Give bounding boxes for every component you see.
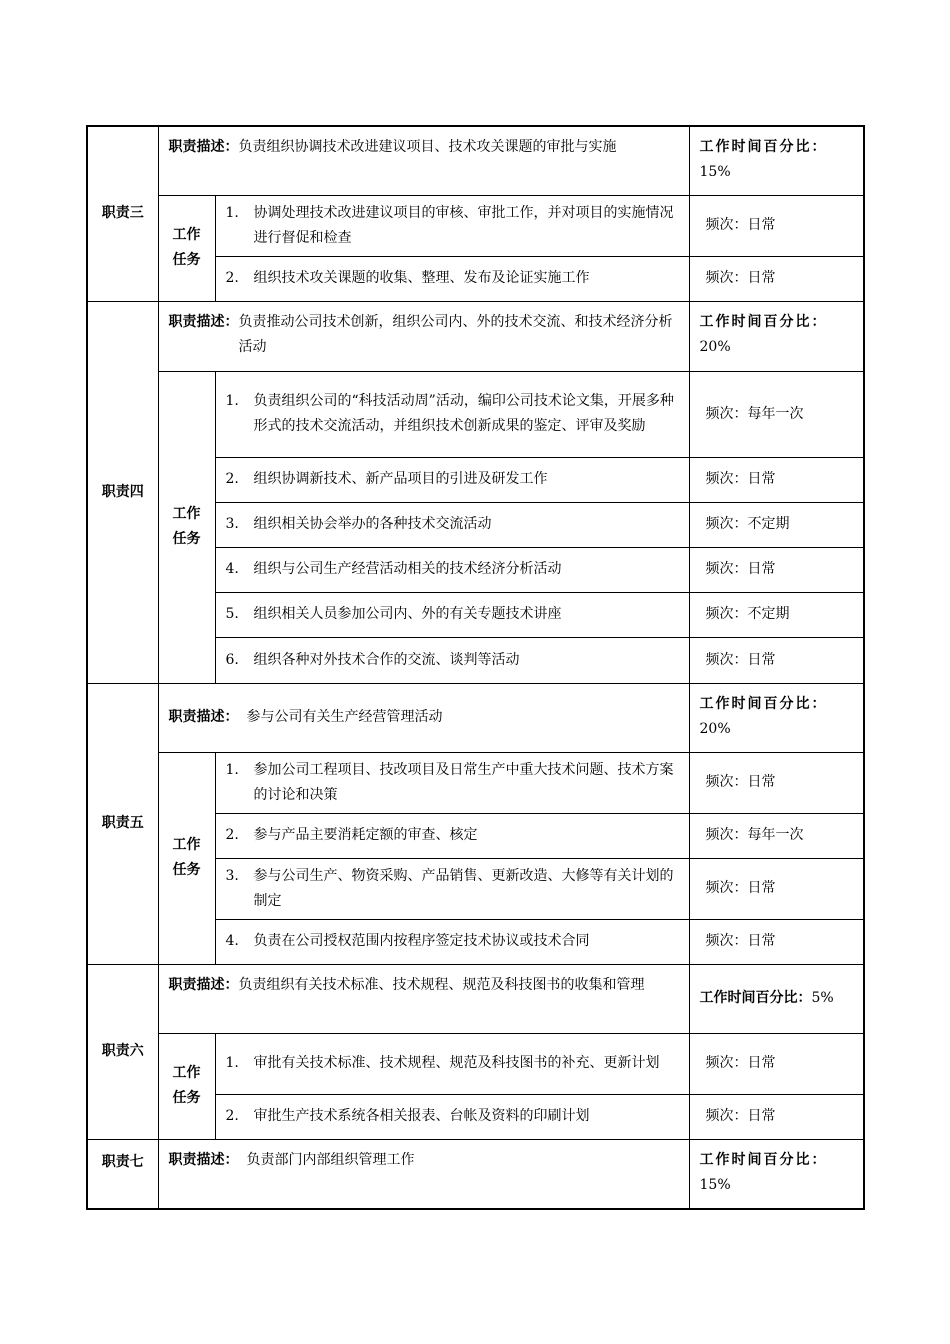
task-label: 工作 任务 bbox=[158, 371, 215, 683]
task-item bbox=[215, 457, 689, 502]
task-text: 组织技术攻关课题的收集、整理、发布及论证实施工作 bbox=[253, 270, 590, 286]
task-text: 审批有关技术标准、技术规程、规范及科技图书的补充、更新计划 bbox=[253, 1055, 660, 1071]
description-label: 职责描述： bbox=[168, 1151, 239, 1168]
duty-title: 职责六 bbox=[87, 964, 158, 1139]
task-number: 1. bbox=[225, 204, 239, 221]
task-frequency: 频次：日常 bbox=[689, 1094, 864, 1139]
task-frequency: 频次：日常 bbox=[689, 752, 864, 813]
task-item bbox=[215, 256, 689, 301]
task-item bbox=[215, 813, 689, 858]
description-label: 职责描述： bbox=[168, 709, 239, 725]
task-frequency: 频次：日常 bbox=[689, 547, 864, 592]
description-label: 职责描述： bbox=[168, 139, 239, 155]
task-number: 3. bbox=[225, 867, 239, 884]
task-text: 组织各种对外技术合作的交流、谈判等活动 bbox=[253, 651, 520, 668]
task-text: 参与产品主要消耗定额的审查、核定 bbox=[253, 827, 478, 843]
duty-description bbox=[158, 1139, 689, 1209]
task-number: 1. bbox=[225, 761, 239, 778]
task-item bbox=[215, 371, 689, 457]
task-item bbox=[215, 592, 689, 637]
duty-description bbox=[158, 964, 689, 1033]
task-item bbox=[215, 637, 689, 683]
task-frequency: 频次：每年一次 bbox=[689, 371, 864, 457]
task-number: 6. bbox=[225, 651, 239, 668]
task-label: 工作 任务 bbox=[158, 195, 215, 301]
percentage-value: 15% bbox=[699, 1176, 731, 1193]
task-text: 组织与公司生产经营活动相关的技术经济分析活动 bbox=[253, 561, 562, 577]
description-text: 负责推动公司技术创新，组织公司内、外的技术交流、和技术经济分析活动 bbox=[238, 313, 673, 355]
task-frequency: 频次：日常 bbox=[689, 256, 864, 301]
description-text: 负责组织协调技术改进建议项目、技术攻关课题的审批与实施 bbox=[238, 139, 617, 155]
task-number: 3. bbox=[225, 516, 239, 532]
task-text: 负责组织公司的“科技活动周”活动，编印公司技术论文集，开展多种形式的技术交流活动，并组织技术创新成果的鉴定、评审及奖励 bbox=[253, 393, 674, 434]
task-row bbox=[87, 752, 864, 813]
task-item bbox=[215, 195, 689, 256]
percentage-value: 5% bbox=[811, 990, 834, 1006]
description-text: 负责组织有关技术标准、技术规程、规范及科技图书的收集和管理 bbox=[238, 976, 645, 993]
task-frequency: 频次：不定期 bbox=[689, 502, 864, 547]
task-number: 2. bbox=[225, 827, 239, 843]
task-number: 1. bbox=[225, 1055, 239, 1071]
task-number: 2. bbox=[225, 1108, 239, 1124]
percentage-label: 工作时间百分比： bbox=[699, 990, 812, 1006]
task-text: 组织相关人员参加公司内、外的有关专题技术讲座 bbox=[253, 606, 562, 622]
task-item bbox=[215, 502, 689, 547]
task-item bbox=[215, 752, 689, 813]
description-text: 参与公司有关生产经营管理活动 bbox=[246, 709, 443, 725]
task-frequency: 频次：日常 bbox=[689, 858, 864, 919]
task-label: 工作 任务 bbox=[158, 1033, 215, 1139]
duty-description bbox=[158, 683, 689, 752]
description-label: 职责描述： bbox=[168, 313, 239, 330]
task-row bbox=[87, 371, 864, 457]
time-percentage bbox=[689, 126, 864, 195]
duty-6-description-row bbox=[87, 964, 864, 1033]
task-item bbox=[215, 858, 689, 919]
duty-title: 职责七 bbox=[87, 1139, 158, 1209]
task-number: 4. bbox=[225, 933, 239, 949]
task-number: 4. bbox=[225, 561, 239, 577]
duty-title: 职责四 bbox=[87, 301, 158, 683]
percentage-value: 20% bbox=[699, 338, 731, 355]
percentage-value: 20% bbox=[699, 720, 731, 737]
time-percentage bbox=[689, 683, 864, 752]
duty-5-description-row bbox=[87, 683, 864, 752]
task-number: 5. bbox=[225, 606, 239, 622]
task-frequency: 频次：日常 bbox=[689, 1033, 864, 1094]
task-frequency: 频次：日常 bbox=[689, 457, 864, 502]
duty-4-description-row bbox=[87, 301, 864, 371]
task-frequency: 频次：日常 bbox=[689, 919, 864, 964]
duty-title: 职责三 bbox=[87, 126, 158, 301]
task-text: 审批生产技术系统各相关报表、台帐及资料的印刷计划 bbox=[253, 1108, 590, 1124]
description-text: 负责部门内部组织管理工作 bbox=[246, 1151, 415, 1168]
description-label: 职责描述： bbox=[168, 976, 239, 993]
task-number: 1. bbox=[225, 393, 239, 409]
task-number: 2. bbox=[225, 471, 239, 487]
task-text: 负责在公司授权范围内按程序签定技术协议或技术合同 bbox=[253, 933, 590, 949]
percentage-label: 工作时间百分比： bbox=[699, 695, 828, 712]
task-frequency: 频次：日常 bbox=[689, 195, 864, 256]
percentage-label: 工作时间百分比： bbox=[699, 313, 828, 330]
percentage-label: 工作时间百分比： bbox=[699, 139, 828, 155]
task-number: 2. bbox=[225, 270, 239, 286]
duty-3-description-row bbox=[87, 126, 864, 195]
task-text: 组织相关协会举办的各种技术交流活动 bbox=[253, 516, 492, 532]
task-item bbox=[215, 919, 689, 964]
duty-title: 职责五 bbox=[87, 683, 158, 964]
task-text: 参加公司工程项目、技改项目及日常生产中重大技术问题、技术方案的讨论和决策 bbox=[253, 761, 674, 803]
task-text: 协调处理技术改进建议项目的审核、审批工作，并对项目的实施情况进行督促和检查 bbox=[253, 204, 674, 246]
duty-table bbox=[86, 125, 865, 1210]
task-frequency: 频次：不定期 bbox=[689, 592, 864, 637]
task-text: 组织协调新技术、新产品项目的引进及研发工作 bbox=[253, 471, 548, 487]
task-label: 工作 任务 bbox=[158, 752, 215, 964]
task-item bbox=[215, 547, 689, 592]
task-frequency: 频次：每年一次 bbox=[689, 813, 864, 858]
percentage-value: 15% bbox=[699, 164, 731, 180]
duty-description bbox=[158, 301, 689, 371]
task-item bbox=[215, 1033, 689, 1094]
time-percentage bbox=[689, 301, 864, 371]
task-item bbox=[215, 1094, 689, 1139]
percentage-label: 工作时间百分比： bbox=[699, 1151, 828, 1168]
task-row bbox=[87, 1033, 864, 1094]
time-percentage bbox=[689, 1139, 864, 1209]
task-frequency: 频次：日常 bbox=[689, 637, 864, 683]
task-text: 参与公司生产、物资采购、产品销售、更新改造、大修等有关计划的制定 bbox=[253, 867, 674, 909]
time-percentage bbox=[689, 964, 864, 1033]
task-row bbox=[87, 195, 864, 256]
duty-7-description-row bbox=[87, 1139, 864, 1209]
duty-description bbox=[158, 126, 689, 195]
